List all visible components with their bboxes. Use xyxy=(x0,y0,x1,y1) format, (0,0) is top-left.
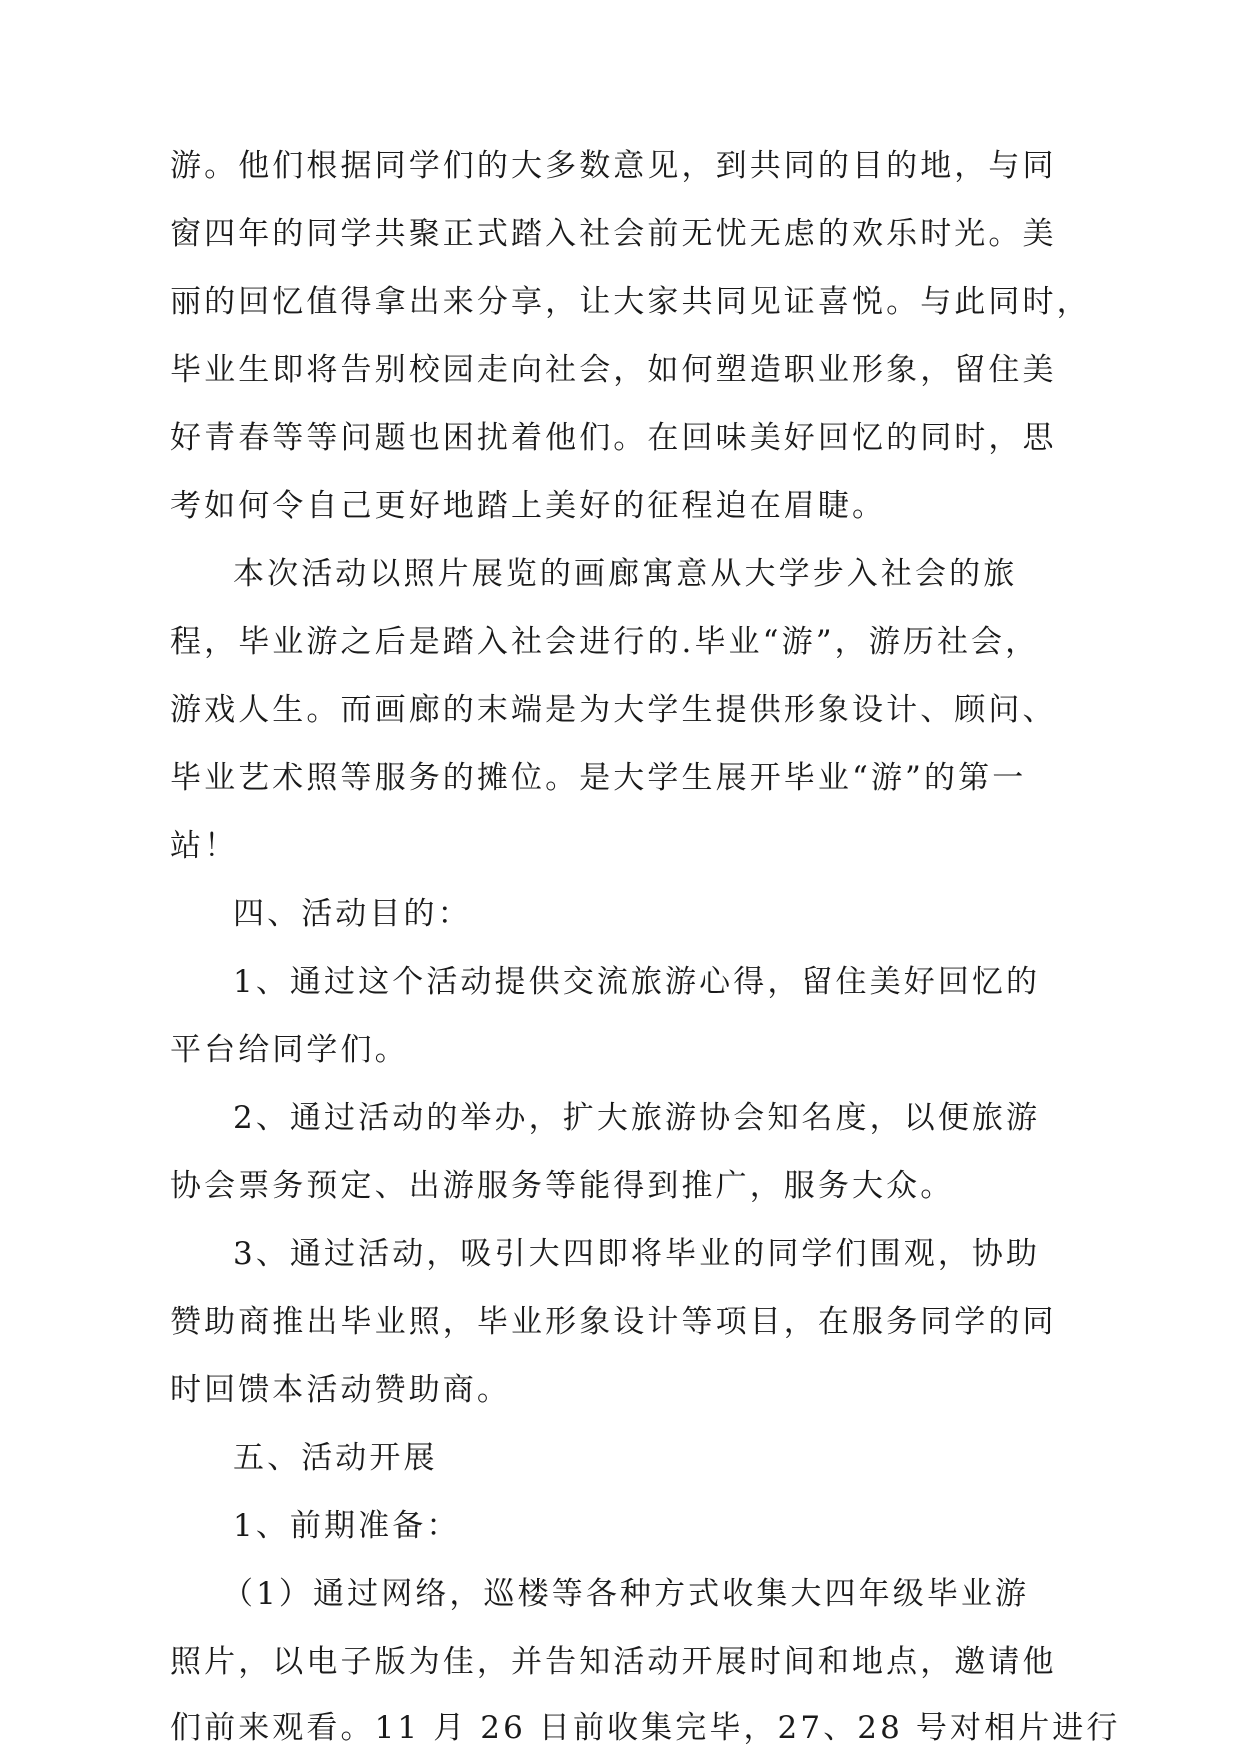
text-line: 2、通过活动的举办，扩大旅游协会知名度，以便旅游 xyxy=(233,1100,1041,1136)
subsection-heading: 1、前期准备： xyxy=(233,1508,461,1544)
text-line: 窗四年的同学共聚正式踏入社会前无忧无虑的欢乐时光。美 xyxy=(170,216,1057,252)
text-line: 赞助商推出毕业照，毕业形象设计等项目，在服务同学的同 xyxy=(170,1304,1057,1340)
text-line: （1）通过网络，巡楼等各种方式收集大四年级毕业游 xyxy=(222,1576,1030,1612)
text-line: 照片，以电子版为佳，并告知活动开展时间和地点，邀请他 xyxy=(170,1644,1057,1680)
text-line: 游戏人生。而画廊的末端是为大学生提供形象设计、顾问、 xyxy=(170,692,1057,728)
text-line: 丽的回忆值得拿出来分享，让大家共同见证喜悦。与此同时， xyxy=(170,284,1091,320)
section-heading: 四、活动目的： xyxy=(233,896,472,932)
text-line: 考如何令自己更好地踏上美好的征程迫在眉睫。 xyxy=(170,488,887,524)
text-line: 时回馈本活动赞助商。 xyxy=(170,1372,511,1408)
text-line: 1、通过这个活动提供交流旅游心得，留住美好回忆的 xyxy=(233,964,1041,1000)
text-line: 好青春等等问题也困扰着他们。在回味美好回忆的同时，思 xyxy=(170,420,1057,456)
section-heading: 五、活动开展 xyxy=(233,1440,438,1476)
text-line: 毕业艺术照等服务的摊位。是大学生展开毕业“游”的第一 xyxy=(170,760,1027,796)
text-line: 毕业生即将告别校园走向社会，如何塑造职业形象，留住美 xyxy=(170,352,1057,388)
text-line: 游。他们根据同学们的大多数意见，到共同的目的地，与同 xyxy=(170,148,1057,184)
text-line: 们前来观看。11 月 26 日前收集完毕，27、28 号对相片进行 xyxy=(170,1710,1121,1746)
text-line: 程，毕业游之后是踏入社会进行的.毕业“游”，游历社会， xyxy=(170,624,1040,660)
text-line: 3、通过活动，吸引大四即将毕业的同学们围观，协助 xyxy=(233,1236,1041,1272)
text-line: 本次活动以照片展览的画廊寓意从大学步入社会的旅 xyxy=(233,556,1018,592)
text-line: 平台给同学们。 xyxy=(170,1032,409,1068)
text-line: 协会票务预定、出游服务等能得到推广，服务大众。 xyxy=(170,1168,955,1204)
text-line: 站！ xyxy=(170,828,239,864)
